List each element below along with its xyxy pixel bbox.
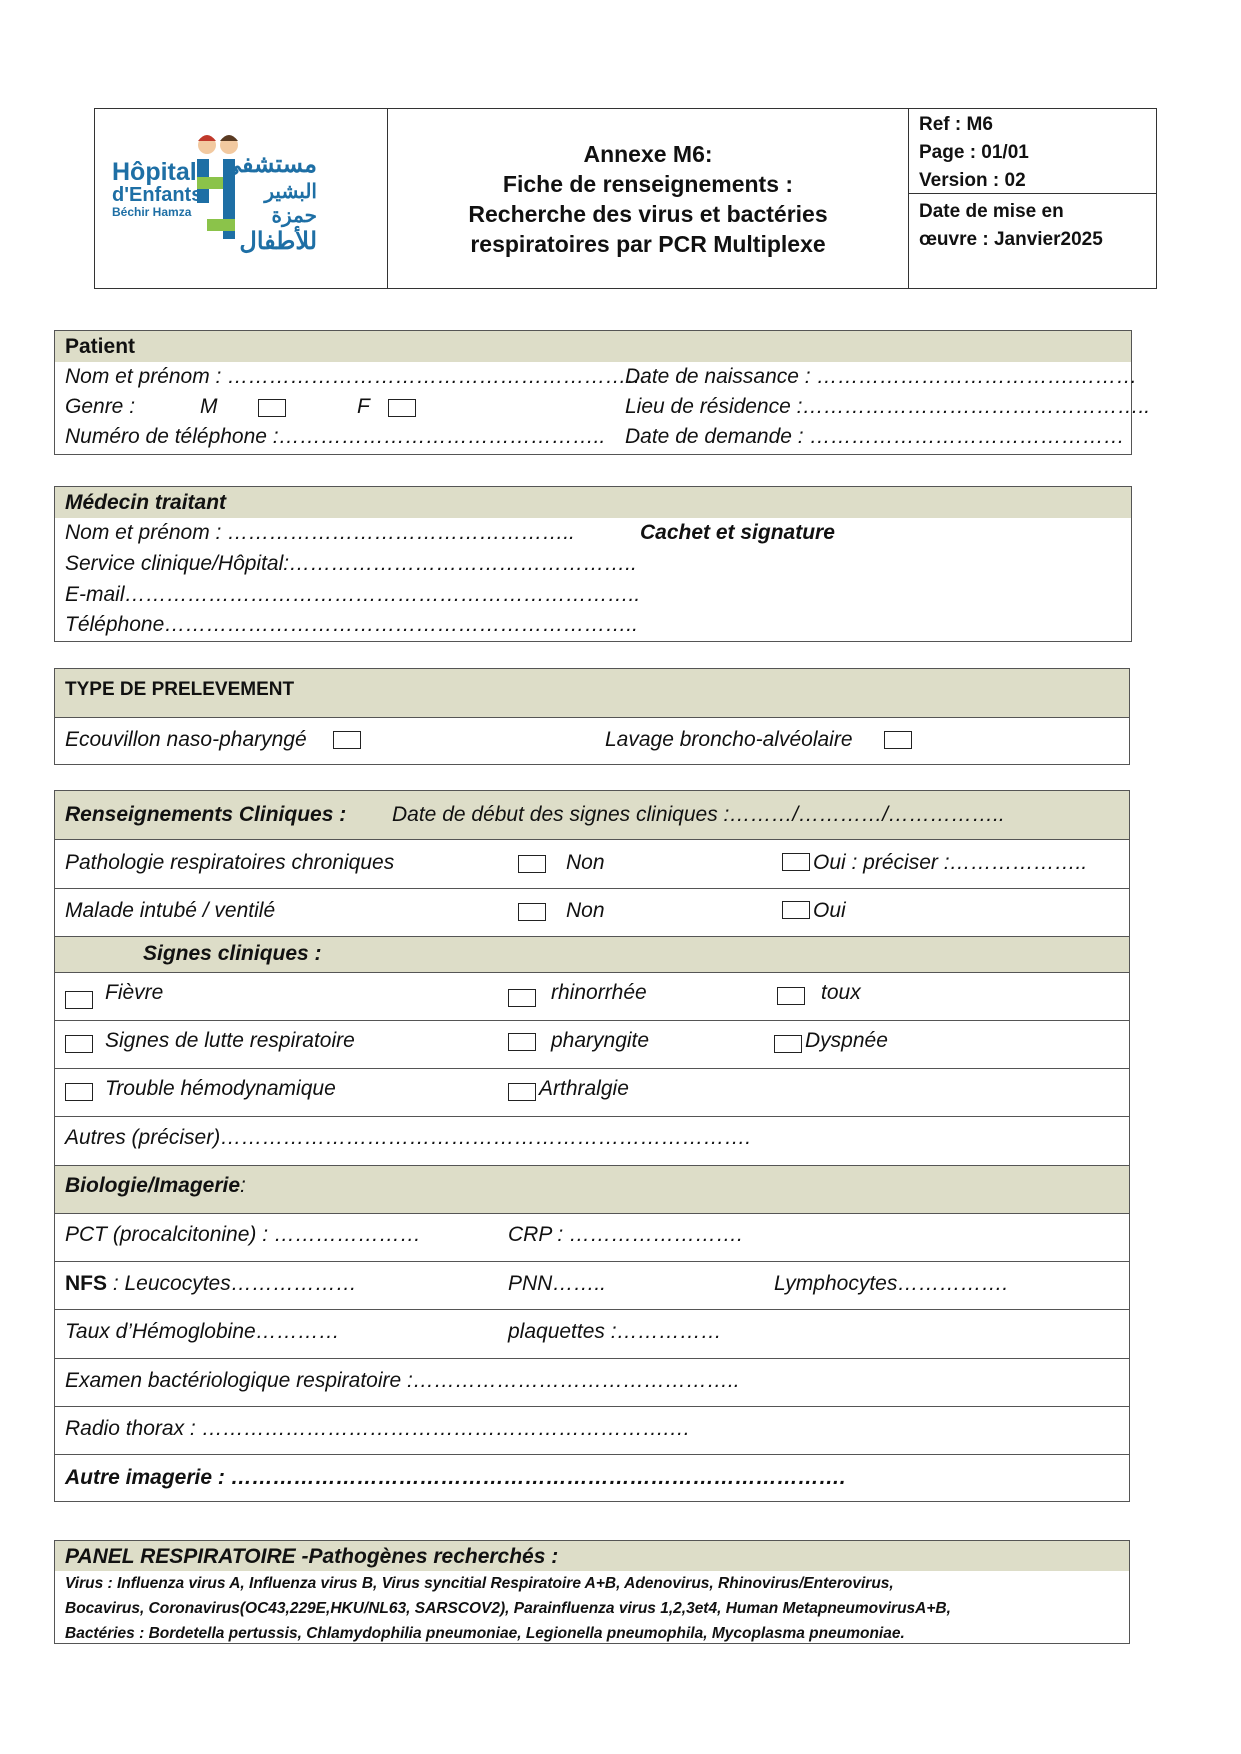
- logo-fr-line3: Béchir Hamza: [112, 205, 192, 220]
- panel-bacteria-line: Bactéries : Bordetella pertussis, Chlamydophilia pneumoniae, Legionella pneumophila, Mycoplasma pneumoniae.: [65, 1625, 905, 1642]
- title-line3: Recherche des virus et bactéries: [468, 200, 828, 227]
- intubated-yes-checkbox[interactable]: [782, 901, 810, 919]
- patient-birthdate-field[interactable]: Date de naissance : ……………………………….………: [625, 365, 1138, 388]
- patient-phone-field[interactable]: Numéro de téléphone :………………………………………..: [65, 425, 606, 448]
- physician-service-field[interactable]: Service clinique/Hôpital:…………………………………………..: [65, 552, 637, 575]
- bacteriology-exam-field[interactable]: Examen bactériologique respiratoire :………………………………………..: [65, 1369, 740, 1392]
- patient-residence-field[interactable]: Lieu de résidence :…………………………………………..: [625, 395, 1151, 418]
- cough-checkbox[interactable]: [777, 987, 805, 1005]
- biology-heading: [65, 1171, 246, 1201]
- rhinorrhea-checkbox[interactable]: [508, 989, 536, 1007]
- biology-heading-colon: :: [240, 1174, 246, 1197]
- dyspnea-label: Dyspnée: [805, 1029, 888, 1052]
- hemodynamic-disorder-checkbox[interactable]: [65, 1083, 93, 1101]
- rhinorrhea-label: rhinorrhée: [551, 981, 647, 1004]
- logo-fr-line2: d'Enfants: [112, 184, 203, 207]
- title-line1: Annexe M6:: [583, 140, 713, 167]
- sample-type-section: [54, 668, 1130, 765]
- ref-label: Ref : M6: [919, 114, 993, 135]
- other-imaging-field[interactable]: Autre imagerie : …………………………………………………………………………….: [65, 1466, 846, 1489]
- document-header: [94, 108, 1157, 289]
- sample-type-heading: TYPE DE PRELEVEMENT: [65, 679, 295, 700]
- respiratory-panel-heading: PANEL RESPIRATOIRE -Pathogènes recherchés :: [65, 1545, 559, 1568]
- title-line4: respiratoires par PCR Multiplexe: [470, 230, 826, 257]
- physician-email-field[interactable]: E-mail………………………………………………………………..: [65, 583, 641, 606]
- logo-fr-line1: Hôpital: [112, 158, 197, 186]
- gender-f-checkbox[interactable]: [388, 399, 416, 417]
- logo-arabic-text: [221, 151, 317, 257]
- hemodynamic-disorder-label: Trouble hémodynamique: [105, 1077, 336, 1100]
- logo-ar-line3: للأطفال: [239, 227, 317, 255]
- cough-label: toux: [821, 981, 861, 1004]
- date-line1: Date de mise en: [919, 201, 1064, 222]
- arthralgia-checkbox[interactable]: [508, 1083, 536, 1101]
- intubated-no-label: Non: [566, 899, 605, 922]
- physician-heading: Médecin traitant: [65, 491, 227, 514]
- pnn-field[interactable]: PNN……..: [508, 1272, 607, 1295]
- leucocytes-label: : Leucocytes………………: [107, 1272, 357, 1295]
- hemoglobin-field[interactable]: Taux d’Hémoglobine…………: [65, 1320, 340, 1343]
- physician-phone-field[interactable]: Téléphone…………………………………………………………..: [65, 613, 638, 636]
- pct-field[interactable]: PCT (procalcitonine) : …………………: [65, 1223, 421, 1246]
- intubated-no-checkbox[interactable]: [518, 903, 546, 921]
- chronic-pathology-no-checkbox[interactable]: [518, 855, 546, 873]
- nfs-field[interactable]: [65, 1269, 357, 1299]
- platelets-field[interactable]: plaquettes :……………: [508, 1320, 722, 1343]
- clinical-heading: Renseignements Cliniques :: [65, 803, 347, 826]
- title-line2: Fiche de renseignements :: [502, 170, 794, 197]
- fever-label: Fièvre: [105, 981, 164, 1004]
- onset-date-field[interactable]: Date de début des signes cliniques :………/…………/……………..: [392, 803, 1005, 826]
- logo-ar-line1: مستشفى: [221, 151, 317, 178]
- biology-heading-text: Biologie/Imagerie: [65, 1174, 241, 1197]
- bronchoalveolar-lavage-label: Lavage broncho-alvéolaire: [605, 728, 853, 751]
- gender-f-label: F: [357, 395, 370, 418]
- pharyngitis-checkbox[interactable]: [508, 1033, 536, 1051]
- clinical-signs-heading: Signes cliniques :: [143, 942, 322, 965]
- date-line2: œuvre : Janvier2025: [919, 229, 1103, 250]
- pharyngitis-label: pharyngite: [551, 1029, 650, 1052]
- fever-checkbox[interactable]: [65, 991, 93, 1009]
- gender-m-label: M: [200, 395, 218, 418]
- crp-field[interactable]: CRP : …………………….: [508, 1223, 743, 1246]
- bronchoalveolar-lavage-checkbox[interactable]: [884, 731, 912, 749]
- physician-section: [54, 486, 1132, 642]
- clinical-section: [54, 790, 1130, 1502]
- intubated-yes-label: Oui: [813, 899, 846, 922]
- gender-m-checkbox[interactable]: [258, 399, 286, 417]
- chronic-pathology-yes-field[interactable]: Oui : préciser :………………..: [813, 851, 1088, 874]
- request-date-field[interactable]: Date de demande : ………………………………………: [625, 425, 1125, 448]
- page-label: Page : 01/01: [919, 142, 1029, 163]
- chest-xray-field[interactable]: Radio thorax : ………………………………………………………….…: [65, 1417, 691, 1440]
- stamp-signature-label: Cachet et signature: [640, 521, 835, 544]
- nasopharyngeal-swab-label: Ecouvillon naso-pharyngé: [65, 728, 307, 751]
- nasopharyngeal-swab-checkbox[interactable]: [333, 731, 361, 749]
- other-signs-field[interactable]: Autres (préciser)………………………………………………………………….: [65, 1126, 752, 1149]
- document-meta: [909, 109, 1156, 288]
- respiratory-distress-checkbox[interactable]: [65, 1035, 93, 1053]
- physician-name-field[interactable]: Nom et prénom : …………………………………………..: [65, 521, 575, 544]
- lymphocytes-field[interactable]: Lymphocytes…………….: [774, 1272, 1009, 1295]
- patient-heading: Patient: [65, 335, 136, 358]
- version-label: Version : 02: [919, 170, 1026, 191]
- logo-ar-line2: البشير حمزة: [264, 180, 317, 227]
- nfs-label: NFS: [65, 1272, 107, 1295]
- chronic-pathology-label: Pathologie respiratoires chroniques: [65, 851, 395, 874]
- logo-french-text: [112, 159, 202, 219]
- panel-virus-line1: Virus : Influenza virus A, Influenza virus B, Virus syncitial Respiratoire A+B, Adenovirus, Rhinovirus/Enterovirus,: [65, 1575, 894, 1592]
- chronic-pathology-yes-checkbox[interactable]: [782, 853, 810, 871]
- dyspnea-checkbox[interactable]: [774, 1035, 802, 1053]
- patient-section: [54, 330, 1151, 455]
- respiratory-panel-section: [54, 1540, 1130, 1644]
- arthralgia-label: Arthralgie: [539, 1077, 629, 1100]
- panel-virus-line2: Bocavirus, Coronavirus(OC43,229E,HKU/NL63, SARSCOV2), Parainfluenza virus 1,2,3et4, Human MetapneumovirusA+B,: [65, 1600, 951, 1617]
- intubated-label: Malade intubé / ventilé: [65, 899, 276, 922]
- hospital-logo: [95, 109, 388, 288]
- chronic-pathology-no-label: Non: [566, 851, 605, 874]
- patient-gender-label: Genre :: [65, 395, 136, 418]
- patient-name-field[interactable]: Nom et prénom : ……………………………………………………: [65, 365, 648, 388]
- document-title: [388, 109, 909, 288]
- respiratory-distress-label: Signes de lutte respiratoire: [105, 1029, 355, 1052]
